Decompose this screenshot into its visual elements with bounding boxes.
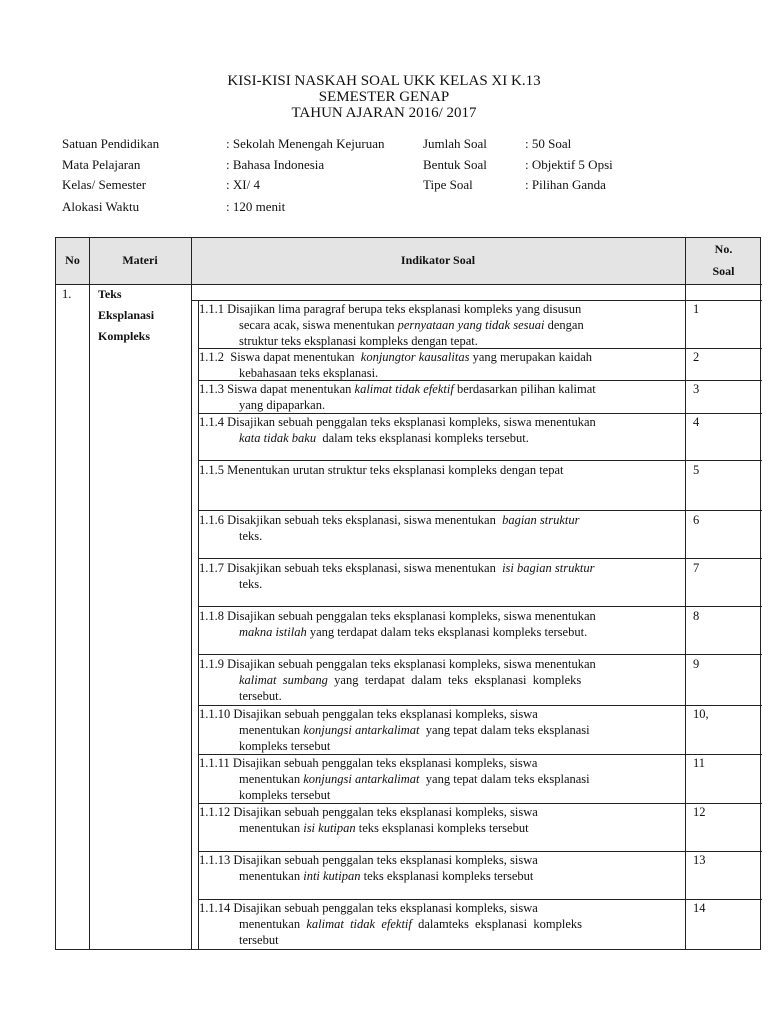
meta-tipe-value: : Pilihan Ganda xyxy=(525,177,606,192)
indikator-emphasis: kalimat sumbang xyxy=(239,673,328,687)
indikator-code: 1.1.3 xyxy=(199,382,224,396)
indikator-text: teks eksplanasi kompleks tersebut xyxy=(355,821,529,835)
indikator-text: tersebut xyxy=(239,933,279,947)
indikator-text: struktur teks eksplanasi kompleks dengan tepat. xyxy=(239,334,478,348)
table-header-divider xyxy=(56,284,762,285)
nosoal-value: 8 xyxy=(693,609,700,623)
indikator-text: yang terdapat dalam teks eksplanasi kompleks tersebut. xyxy=(306,625,588,639)
indikator-text: Disakjikan sebuah teks eksplanasi, siswa menentukan xyxy=(224,561,503,575)
indikator-text: Disajikan sebuah penggalan teks eksplanasi kompleks, siswa menentukan xyxy=(224,657,596,671)
indikator-text: teks. xyxy=(239,577,263,591)
indikator-text: tersebut. xyxy=(239,689,282,703)
meta-alokasi-label: Alokasi Waktu xyxy=(62,199,140,214)
indikator-item xyxy=(199,381,681,413)
table-row-divider xyxy=(198,606,762,607)
nosoal-value: 10, xyxy=(693,707,709,721)
nosoal-value: 12 xyxy=(693,805,706,819)
indikator-code: 1.1.11 xyxy=(199,756,230,770)
indikator-emphasis: kata tidak baku xyxy=(239,431,317,445)
indikator-text: Disajikan sebuah penggalan teks eksplanasi kompleks, siswa menentukan xyxy=(224,609,596,623)
meta-bentuk-label: Bentuk Soal xyxy=(423,157,487,172)
indikator-text: Disajikan lima paragraf berupa teks eksplanasi kompleks yang disusun xyxy=(227,302,582,316)
nosoal-value: 5 xyxy=(693,463,700,477)
indikator-item xyxy=(199,900,681,948)
meta-satuan-value: : Sekolah Menengah Kejuruan xyxy=(226,136,385,151)
meta-mapel-value: : Bahasa Indonesia xyxy=(226,157,325,172)
indikator-item xyxy=(199,414,681,446)
indikator-text: menentukan xyxy=(239,869,304,883)
table-divider xyxy=(89,238,90,949)
indikator-item xyxy=(199,560,681,592)
indikator-item xyxy=(199,804,681,836)
indikator-emphasis: pernyataan yang tidak sesuai xyxy=(397,318,545,332)
meta-satuan-label: Satuan Pendidikan xyxy=(62,136,160,151)
indikator-text: Disajikan sebuah penggalan teks eksplanasi kompleks, siswa xyxy=(230,805,538,819)
indikator-code: 1.1.1 xyxy=(199,302,224,316)
indikator-code: 1.1.8 xyxy=(199,609,224,623)
indikator-code: 1.1.4 xyxy=(199,415,224,429)
materi-cell xyxy=(98,284,154,347)
indikator-text: Disajikan sebuah penggalan teks eksplanasi kompleks, siswa xyxy=(230,901,538,915)
indikator-emphasis: makna istilah xyxy=(239,625,307,639)
indikator-item xyxy=(199,755,681,803)
table-divider xyxy=(191,238,192,949)
indikator-text: yang merupakan kaidah xyxy=(469,350,592,364)
indikator-item xyxy=(199,852,681,884)
indikator-item xyxy=(199,462,681,478)
indikator-text: kebahasaan teks eksplanasi. xyxy=(239,366,379,380)
nosoal-value: 1 xyxy=(693,302,700,316)
header-materi: Materi xyxy=(122,253,158,267)
indikator-item xyxy=(199,608,681,640)
meta-jumlah-value: : 50 Soal xyxy=(525,136,572,151)
indikator-text: kompleks tersebut xyxy=(239,788,331,802)
header-indikator: Indikator Soal xyxy=(400,253,476,267)
meta-tipe-label: Tipe Soal xyxy=(423,177,473,192)
table-row-divider xyxy=(198,510,762,511)
indikator-code: 1.1.10 xyxy=(199,707,231,721)
indikator-emphasis: konjungsi antarkalimat xyxy=(303,723,420,737)
indikator-text: dalam teks eksplanasi kompleks tersebut. xyxy=(316,431,529,445)
table-row-divider xyxy=(198,654,762,655)
indikator-text: Disajikan sebuah penggalan teks eksplanasi kompleks, siswa xyxy=(229,756,538,770)
nosoal-value: 11 xyxy=(693,756,706,770)
indikator-item xyxy=(199,512,681,544)
document-title: KISI-KISI NASKAH SOAL UKK KELAS XI K.13 xyxy=(227,73,541,89)
indikator-text: teks. xyxy=(239,529,263,543)
indikator-code: 1.1.13 xyxy=(199,853,231,867)
indikator-code: 1.1.12 xyxy=(199,805,231,819)
indikator-text: yang tepat dalam teks eksplanasi xyxy=(419,772,590,786)
indikator-code: 1.1.14 xyxy=(199,901,231,915)
indikator-text: Siswa dapat menentukan xyxy=(224,350,361,364)
table-row-divider xyxy=(198,460,762,461)
indikator-text: dengan xyxy=(544,318,584,332)
meta-jumlah-label: Jumlah Soal xyxy=(423,136,487,151)
indikator-text: yang terdapat dalam teks eksplanasi kompleks xyxy=(327,673,582,687)
indikator-item xyxy=(199,706,681,754)
materi-line: Teks xyxy=(98,287,122,301)
indikator-emphasis: isi bagian struktur xyxy=(502,561,595,575)
indikator-emphasis: inti kutipan xyxy=(303,869,361,883)
header-nosoal-line1: No. xyxy=(714,242,733,256)
meta-alokasi-value: : 120 menit xyxy=(226,199,286,214)
indikator-text: teks eksplanasi kompleks tersebut xyxy=(360,869,534,883)
indikator-code: 1.1.9 xyxy=(199,657,224,671)
table-row-divider xyxy=(198,558,762,559)
indikator-item xyxy=(199,301,681,349)
indikator-text: menentukan xyxy=(239,917,307,931)
indikator-emphasis: isi kutipan xyxy=(303,821,356,835)
indikator-emphasis: kalimat tidak efektif xyxy=(354,382,454,396)
indikator-text: Disajikan sebuah penggalan teks eksplanasi kompleks, siswa xyxy=(230,707,538,721)
indikator-text: Disajikan sebuah penggalan teks eksplanasi kompleks, siswa xyxy=(230,853,538,867)
indikator-code: 1.1.5 xyxy=(199,463,224,477)
indikator-text: menentukan xyxy=(239,821,304,835)
indikator-emphasis: konjungtor kausalitas xyxy=(360,350,470,364)
row-number: 1. xyxy=(62,287,72,301)
indikator-emphasis: bagian struktur xyxy=(502,513,580,527)
indikator-text: secara acak, siswa menentukan xyxy=(239,318,398,332)
nosoal-value: 9 xyxy=(693,657,700,671)
document-subtitle-year: TAHUN AJARAN 2016/ 2017 xyxy=(291,105,477,121)
header-no: No xyxy=(65,253,80,267)
indikator-text: Menentukan urutan struktur teks eksplanasi kompleks dengan tepat xyxy=(224,463,564,477)
nosoal-value: 3 xyxy=(693,382,700,396)
indikator-emphasis: konjungsi antarkalimat xyxy=(303,772,420,786)
indikator-code: 1.1.7 xyxy=(199,561,224,575)
indikator-text: Disajikan sebuah penggalan teks eksplanasi kompleks, siswa menentukan xyxy=(224,415,596,429)
indikator-item xyxy=(199,656,681,704)
nosoal-value: 13 xyxy=(693,853,706,867)
indikator-text: kompleks tersebut xyxy=(239,739,331,753)
indikator-text: dalamteks eksplanasi kompleks xyxy=(411,917,582,931)
materi-line: Kompleks xyxy=(98,329,151,343)
indikator-emphasis: kalimat tidak efektif xyxy=(306,917,412,931)
nosoal-value: 7 xyxy=(693,561,700,575)
indikator-text: menentukan xyxy=(239,772,304,786)
indikator-item xyxy=(199,349,681,381)
indikator-code: 1.1.6 xyxy=(199,513,224,527)
meta-kelas-label: Kelas/ Semester xyxy=(62,177,147,192)
indikator-text: Siswa dapat menentukan xyxy=(224,382,355,396)
indikator-text: berdasarkan pilihan kalimat xyxy=(453,382,596,396)
document-subtitle-semester: SEMESTER GENAP xyxy=(318,89,450,105)
nosoal-value: 6 xyxy=(693,513,700,527)
indikator-text: menentukan xyxy=(239,723,304,737)
meta-bentuk-value: : Objektif 5 Opsi xyxy=(525,157,613,172)
meta-kelas-value: : XI/ 4 xyxy=(226,177,260,192)
indikator-text: Disakjikan sebuah teks eksplanasi, siswa menentukan xyxy=(224,513,503,527)
nosoal-value: 14 xyxy=(693,901,706,915)
indikator-text: yang dipaparkan. xyxy=(239,398,326,412)
nosoal-value: 2 xyxy=(693,350,700,364)
indikator-code: 1.1.2 xyxy=(199,350,224,364)
materi-line: Eksplanasi xyxy=(98,308,155,322)
table-divider xyxy=(685,238,686,949)
meta-mapel-label: Mata Pelajaran xyxy=(62,157,141,172)
header-nosoal-line2: Soal xyxy=(712,264,735,278)
nosoal-value: 4 xyxy=(693,415,700,429)
kisi-kisi-table xyxy=(55,237,761,950)
indikator-text: yang tepat dalam teks eksplanasi xyxy=(419,723,590,737)
